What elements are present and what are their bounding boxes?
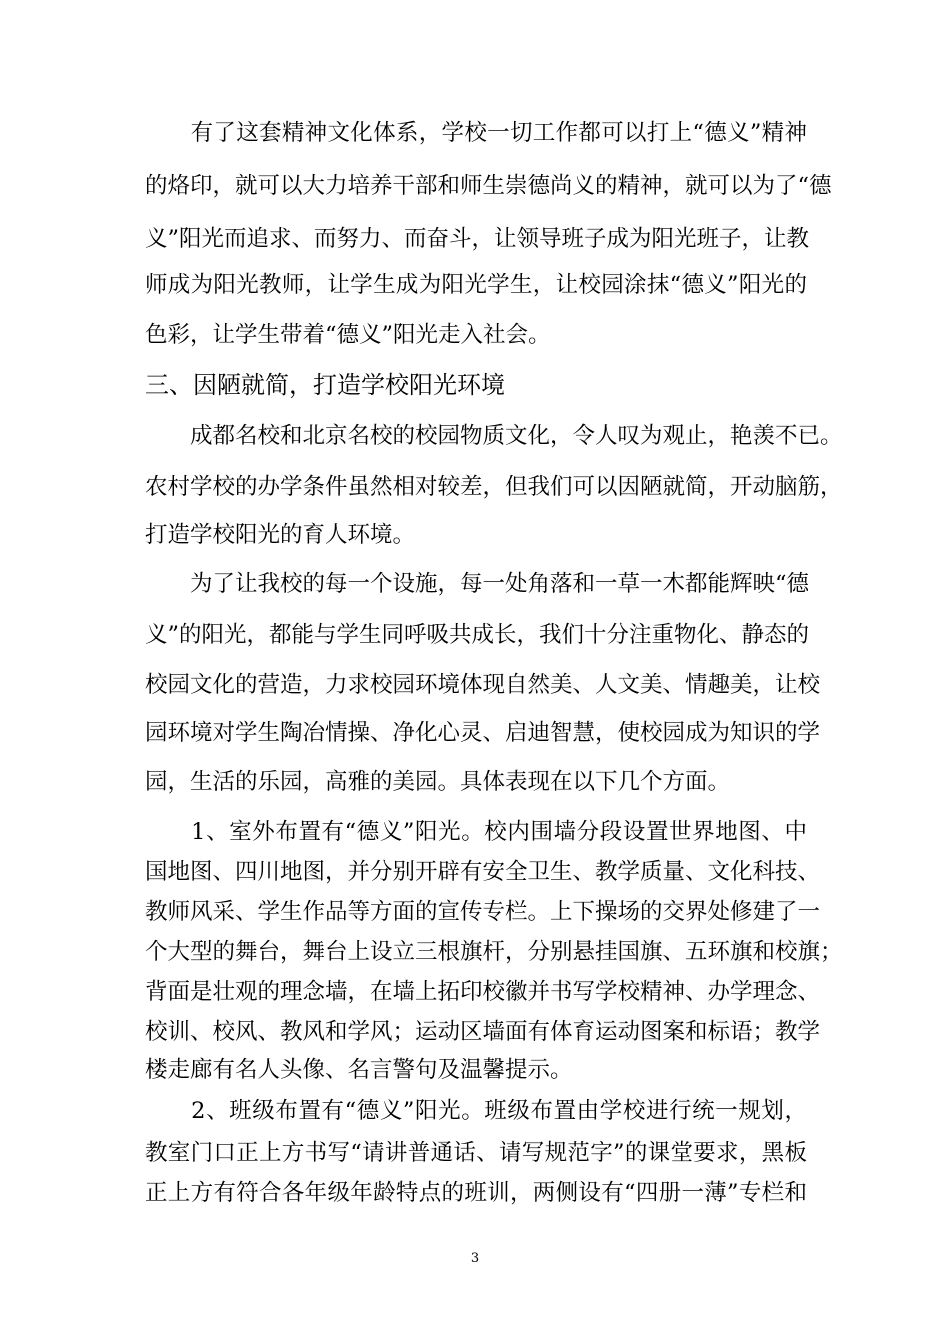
paragraph-line: 个大型的舞台，舞台上设立三根旗杆，分别悬挂国旗、五环旗和校旗； (145, 939, 843, 965)
paragraph-line: 义”的阳光，都能与学生同呼吸共成长，我们十分注重物化、静态的 (145, 622, 810, 648)
paragraph-line: 打造学校阳光的育人环境。 (145, 522, 416, 548)
section-heading: 三、因陋就简，打造学校阳光环境 (145, 371, 505, 399)
paragraph-line: 有了这套精神文化体系，学校一切工作都可以打上“德义”精神 (145, 120, 807, 146)
paragraph-line: 楼走廊有名人头像、名言警句及温馨提示。 (145, 1057, 573, 1083)
paragraph-line: 师成为阳光教师，让学生成为阳光学生，让校园涂抹“德义”阳光的 (145, 272, 807, 298)
paragraph-line: 1、室外布置有“德义”阳光。校内围墙分段设置世界地图、中 (145, 819, 807, 845)
paragraph-line: 为了让我校的每一个设施，每一处角落和一草一木都能辉映“德 (145, 571, 810, 597)
page-number: 3 (470, 1251, 480, 1266)
paragraph-line: 国地图、四川地图，并分别开辟有安全卫生、教学质量、文化科技、 (145, 859, 821, 885)
paragraph-line: 色彩，让学生带着“德义”阳光走入社会。 (145, 322, 551, 348)
paragraph-line: 园，生活的乐园，高雅的美园。具体表现在以下几个方面。 (145, 769, 731, 795)
paragraph-line: 园环境对学生陶冶情操、净化心灵、启迪智慧，使校园成为知识的学 (145, 720, 821, 746)
paragraph-line: 农村学校的办学条件虽然相对较差，但我们可以因陋就简，开动脑筋， (145, 474, 843, 500)
paragraph-line: 校训、校风、教风和学风；运动区墙面有体育运动图案和标语；教学 (145, 1019, 821, 1045)
paragraph-line: 2、班级布置有“德义”阳光。班级布置由学校进行统一规划， (145, 1098, 807, 1124)
paragraph-line: 教师风采、学生作品等方面的宣传专栏。上下操场的交界处修建了一 (145, 899, 821, 925)
paragraph-line: 的烙印，就可以大力培养干部和师生崇德尚义的精神，就可以为了“德 (145, 173, 832, 199)
paragraph-line: 正上方有符合各年级年龄特点的班训，两侧设有“四册一薄”专栏和 (145, 1180, 807, 1206)
paragraph-line: 义”阳光而追求、而努力、而奋斗，让领导班子成为阳光班子，让教 (145, 226, 810, 252)
paragraph-line: 校园文化的营造，力求校园环境体现自然美、人文美、情趣美，让校 (145, 672, 821, 698)
paragraph-line: 背面是壮观的理念墙，在墙上拓印校徽并书写学校精神、办学理念、 (145, 979, 821, 1005)
paragraph-line: 教室门口正上方书写“请讲普通话、请写规范字”的课堂要求，黑板 (145, 1140, 807, 1166)
paragraph-line: 成都名校和北京名校的校园物质文化，令人叹为观止，艳羡不已。 (145, 423, 843, 449)
